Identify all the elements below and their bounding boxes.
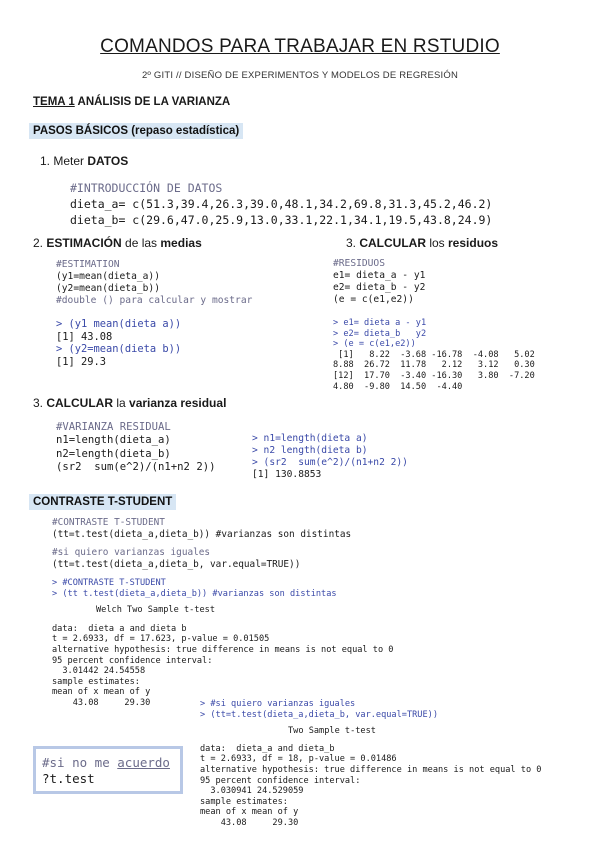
- step1-code: [70, 180, 492, 228]
- code-line-dieta-a: dieta_a= c(51.3,39.4,26.3,39.0,48.1,34.2,69.8,31.3,45.2,46.2): [70, 197, 493, 211]
- code-line: (y2=mean(dieta_b)): [56, 283, 160, 294]
- code-comment: #double () para calcular y mostrar: [56, 295, 253, 306]
- step3b-bold1: CALCULAR: [46, 396, 113, 410]
- ttest-console-welch: [52, 578, 393, 709]
- console-output: alternative hypothesis: true difference in means is not equal to 0: [52, 644, 394, 655]
- console-output: 8.88 26.72 11.78 2.12 3.12 0.30: [333, 360, 535, 371]
- code-comment: #ESTIMATION: [56, 259, 120, 270]
- page-subtitle: 2º GITI // DISEÑO DE EXPERIMENTOS Y MODELOS DE REGRESIÓN: [141, 70, 459, 81]
- console-command: > (y2=mean(dieta b)): [56, 343, 182, 356]
- step3a-prefix: 3.: [346, 236, 360, 250]
- step3b-bold2: varianza residual: [129, 396, 227, 410]
- tema-title: ANÁLISIS DE LA VARIANZA: [74, 96, 231, 108]
- tema-heading: [33, 96, 230, 108]
- console-output: 4.80 -9.80 14.50 -4.40: [333, 381, 463, 392]
- step2-prefix: 2.: [33, 236, 47, 250]
- step3a-middle: los: [426, 236, 449, 250]
- step2-code: [56, 259, 252, 307]
- console-output: 3.01442 24.54558: [52, 666, 146, 677]
- step3b-console: [252, 433, 408, 481]
- note-line-1: [42, 755, 174, 771]
- code-line: n2=length(dieta_b): [56, 447, 171, 460]
- step3a-console: [333, 318, 535, 392]
- help-note-box: [33, 746, 183, 794]
- code-comment: #CONTRASTE T-STUDENT: [52, 517, 165, 528]
- step3b-prefix: 3.: [33, 396, 47, 410]
- console-output: sample estimates:: [200, 796, 288, 807]
- console-output: 95 percent confidence interval:: [200, 775, 361, 786]
- step1-heading: [40, 154, 128, 168]
- console-output: alternative hypothesis: true difference in means is not equal to 0: [200, 764, 542, 775]
- console-heading: Two Sample t-test: [288, 726, 376, 737]
- note-line-2: ?t.test: [42, 771, 95, 786]
- code-comment: #VARIANZA RESIDUAL: [56, 421, 171, 433]
- code-line: (tt=t.test(dieta_a,dieta_b, var.equal=TRUE)): [52, 558, 301, 570]
- code-line: (y1=mean(dieta_a)): [56, 271, 160, 282]
- console-command: > (tt=t.test(dieta_a,dieta_b, var.equal=TRUE)): [200, 709, 438, 720]
- section-basic-banner: PASOS BÁSICOS (repaso estadística): [29, 123, 243, 139]
- console-output: data: dieta a and dieta b: [52, 623, 187, 634]
- console-command: > n1=length(dieta a): [252, 433, 368, 444]
- code-line: (sr2 sum(e^2)/(n1+n2 2)): [56, 461, 216, 474]
- console-output: mean of x mean of y: [52, 687, 151, 698]
- code-comment: #RESIDUOS: [333, 258, 385, 269]
- step2-middle: de las: [121, 236, 161, 250]
- step2-console: [56, 318, 181, 368]
- code-line: (tt=t.test(dieta_a,dieta_b)) #varianzas son distintas: [52, 528, 352, 540]
- console-command: > (y1 mean(dieta a)): [56, 318, 182, 330]
- console-output: 43.08 29.30: [200, 817, 299, 828]
- section-ttest-banner: CONTRASTE T-STUDENT: [29, 494, 176, 510]
- step3a-code: [333, 258, 425, 306]
- console-command: > #si quiero varianzas iguales: [200, 699, 356, 709]
- code-comment: #si quiero varianzas iguales: [52, 547, 211, 559]
- step3a-bold2: residuos: [448, 236, 499, 250]
- console-command: > (tt t.test(dieta_a,dieta_b)) #varianzas son distintas: [52, 588, 337, 599]
- step3b-heading: [33, 396, 226, 410]
- note-comment-underlined: acuerdo: [117, 755, 170, 770]
- page-title: COMANDOS PARA TRABAJAR EN RSTUDIO: [100, 36, 500, 57]
- spacer: [52, 540, 351, 547]
- note-comment: #si no me: [42, 755, 118, 770]
- console-output: 95 percent confidence interval:: [52, 655, 213, 666]
- console-output: data: dieta_a and dieta_b: [200, 743, 335, 754]
- console-heading: Welch Two Sample t-test: [96, 605, 215, 616]
- console-output: 3.030941 24.529059: [200, 786, 304, 797]
- step3b-code: [56, 421, 215, 475]
- console-command: > (e = c(e1,e2)): [333, 339, 416, 350]
- console-output: [1] 29.3: [56, 355, 107, 368]
- code-comment: #INTRODUCCIÓN DE DATOS: [70, 181, 223, 195]
- console-output: [1] 43.08: [56, 330, 113, 343]
- console-command: > e1= dieta a - y1: [333, 318, 427, 328]
- console-output: mean of x mean of y: [200, 807, 299, 818]
- console-command: > e2= dieta_b y2: [333, 328, 427, 339]
- console-command: > (sr2 sum(e^2)/(n1+n2 2)): [252, 457, 408, 468]
- console-output: t = 2.6933, df = 18, p-value = 0.01486: [200, 754, 397, 765]
- console-output: [1] 130.8853: [252, 469, 322, 480]
- step1-prefix: 1. Meter: [40, 154, 88, 168]
- ttest-code: [52, 517, 351, 570]
- ttest-console-equal: [200, 699, 541, 829]
- code-line: (e = c(e1,e2)): [333, 294, 414, 305]
- step2-heading: [33, 236, 202, 250]
- console-output: [12] 17.70 -3.40 -16.30 3.80 -7.20: [333, 370, 535, 381]
- console-output: sample estimates:: [52, 676, 140, 687]
- spacer: [52, 616, 393, 624]
- console-output: t = 2.6933, df = 17.623, p-value = 0.01505: [52, 634, 270, 645]
- console-output: 43.08 29.30: [52, 697, 151, 708]
- tema-label: TEMA 1: [33, 96, 75, 108]
- step1-bold: DATOS: [87, 154, 129, 168]
- step2-bold2: medias: [160, 236, 202, 250]
- console-command: > #CONTRASTE T-STUDENT: [52, 578, 166, 588]
- spacer: [200, 737, 541, 744]
- code-line: e2= dieta_b - y2: [333, 282, 426, 293]
- code-line: e1= dieta_a - y1: [333, 270, 426, 281]
- code-line: n1=length(dieta_a): [56, 434, 171, 447]
- code-line-dieta-b: dieta_b= c(29.6,47.0,25.9,13.0,33.1,22.1,34.1,19.5,43.8,24.9): [70, 213, 493, 227]
- console-command: > n2 length(dieta b): [252, 445, 368, 456]
- step3b-middle: la: [113, 396, 130, 410]
- console-output: [1] 8.22 -3.68 -16.78 -4.08 5.02: [333, 349, 535, 360]
- step3a-heading: [346, 236, 498, 250]
- step3a-bold1: CALCULAR: [359, 236, 426, 250]
- step2-bold1: ESTIMACIÓN: [46, 236, 122, 250]
